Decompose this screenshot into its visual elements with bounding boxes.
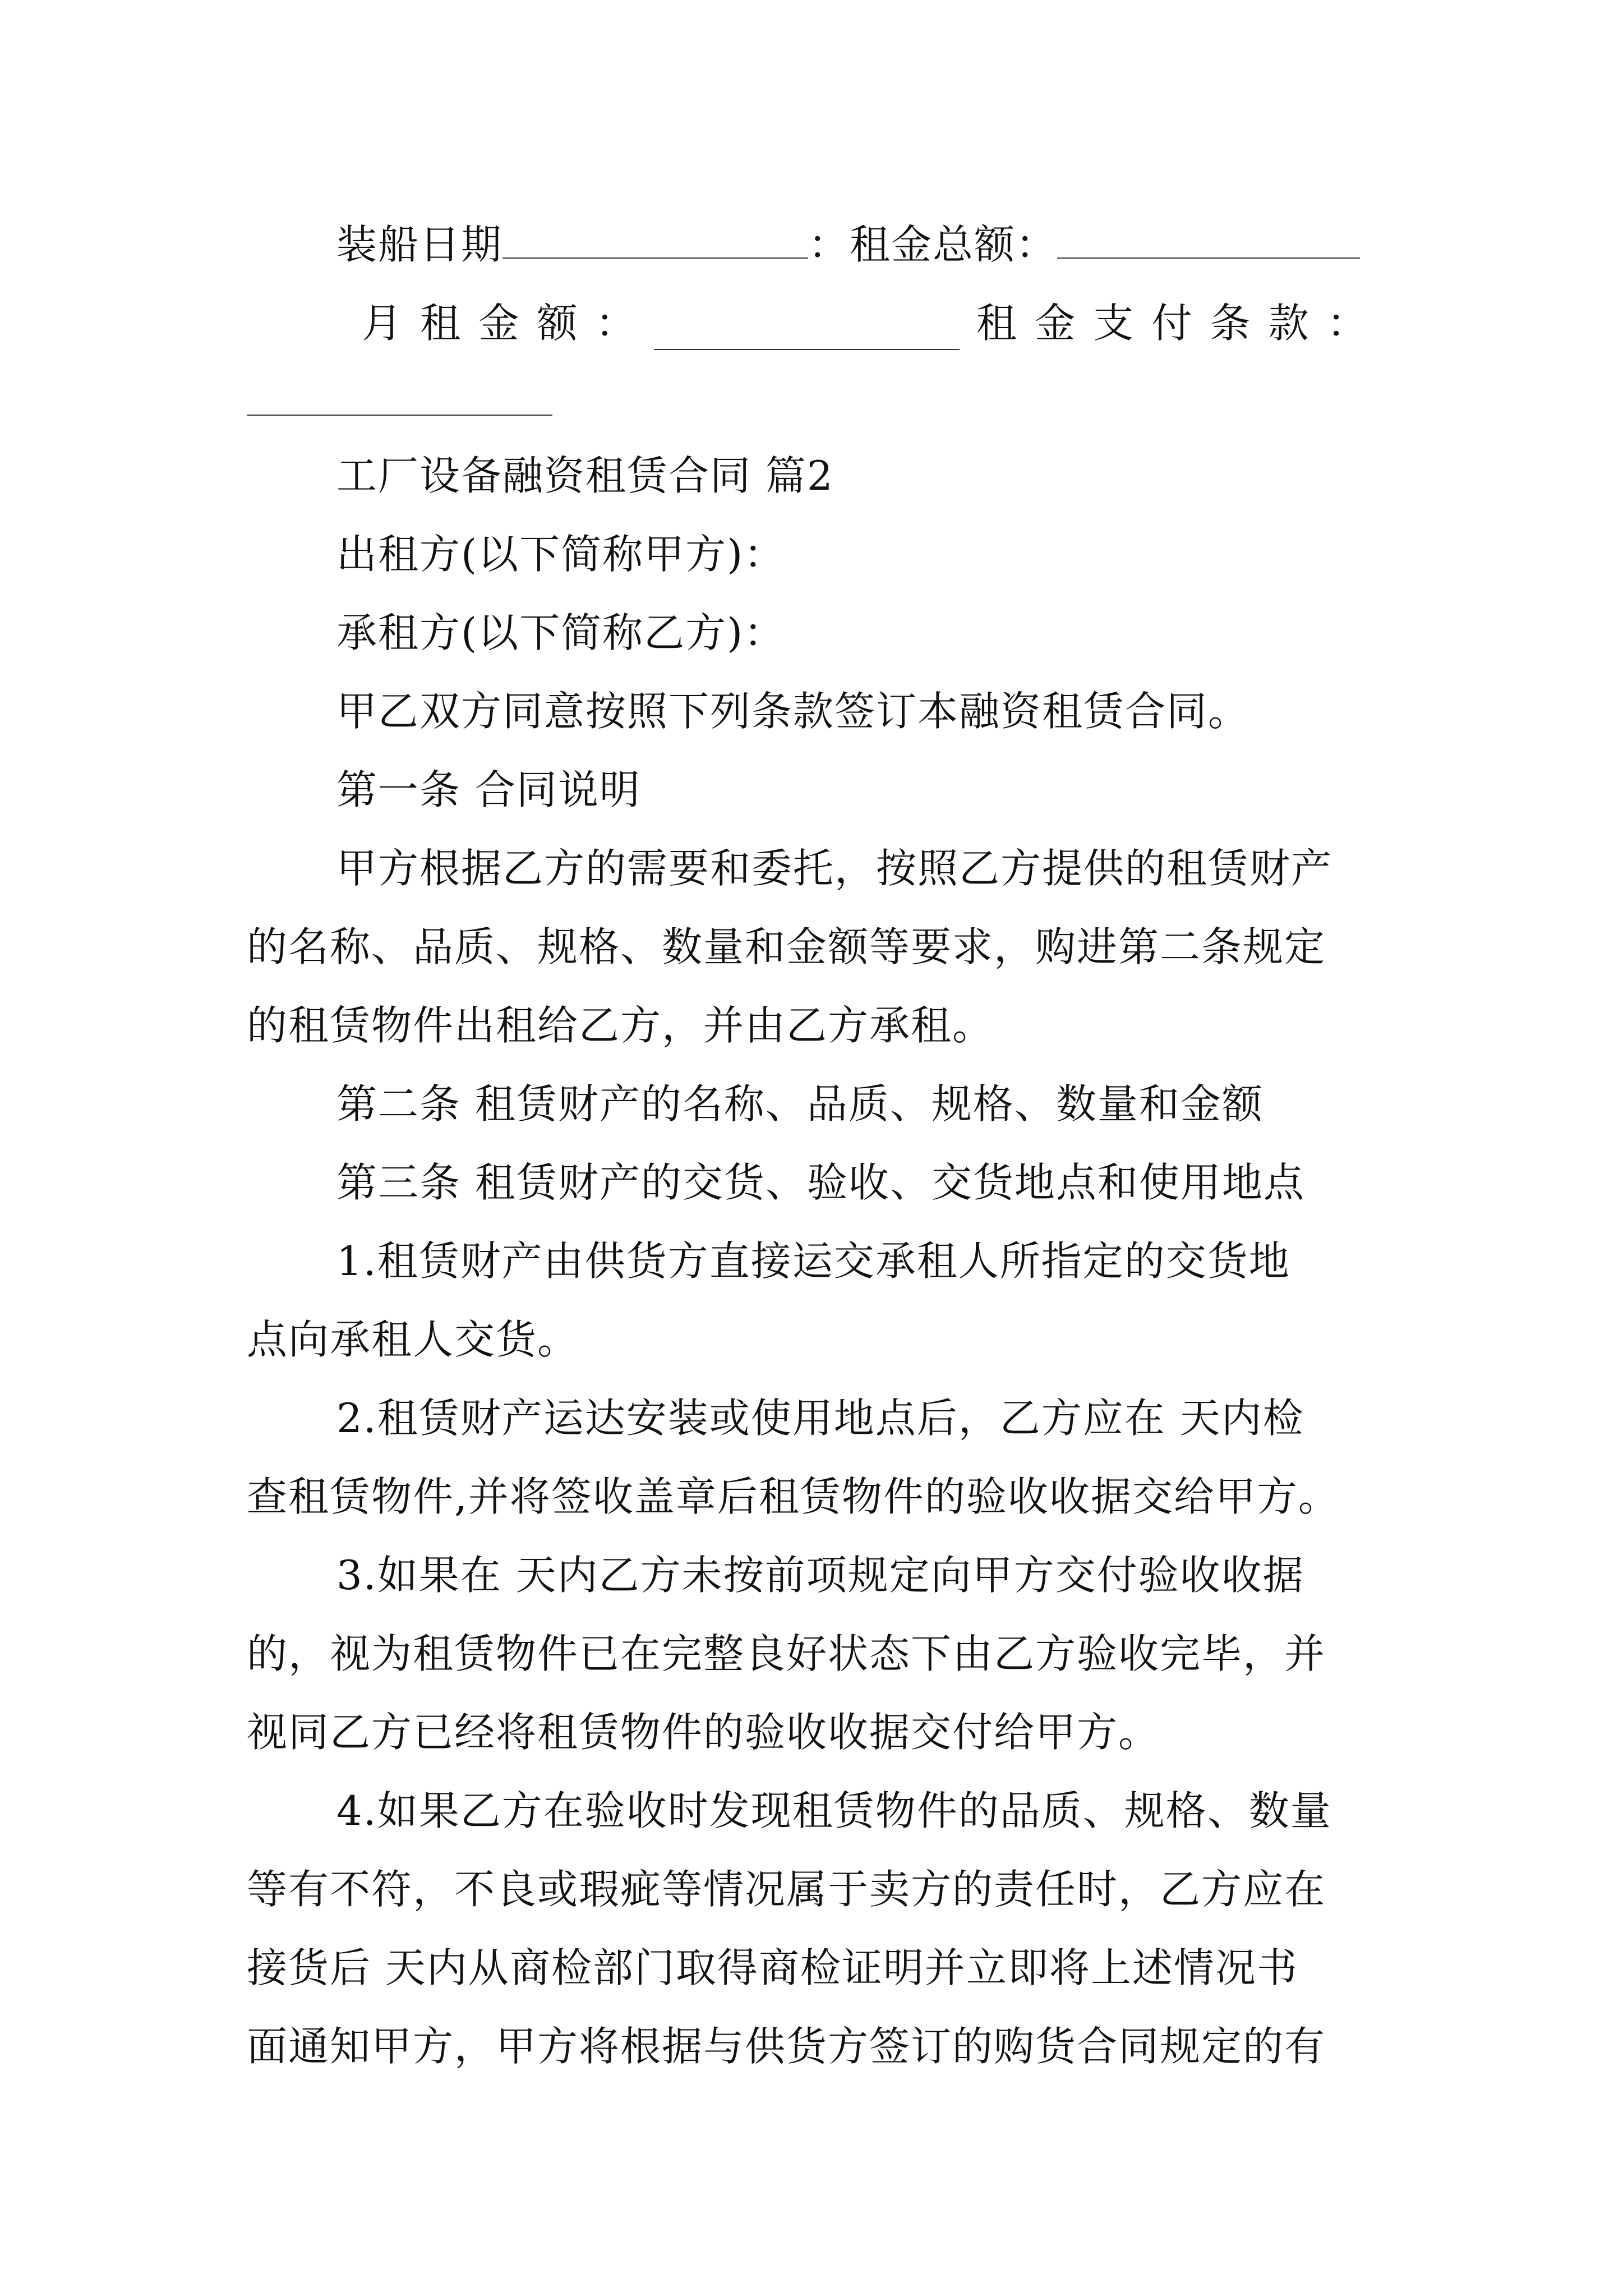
article1-line: 甲方根据乙方的需要和委托，按照乙方提供的租赁财产 — [336, 845, 1333, 892]
payment-terms-char: ： — [1326, 300, 1368, 347]
lessor-line: 出租方(以下简称甲方)： — [336, 531, 786, 578]
article3-item1-line: 点向承租人交货。 — [247, 1316, 579, 1363]
payment-terms-char: 租 — [976, 300, 1018, 347]
payment-terms-blank-line — [247, 375, 1385, 429]
article3-heading: 第三条 租赁财产的交货、验收、交货地点和使用地点 — [336, 1159, 1305, 1206]
monthly-rent-char: 额 — [537, 300, 579, 347]
article2-heading: 第二条 租赁财产的名称、品质、规格、数量和金额 — [336, 1080, 1264, 1128]
article3-item1-line: 1.租赁财产由供货方直接运交承租人所指定的交货地 — [336, 1237, 1290, 1285]
monthly-rent-char: ： — [595, 300, 637, 347]
intro-line: 甲乙双方同意按照下列条款签订本融资租赁合同。 — [336, 688, 1250, 735]
article3-item2-line: 查租赁物件,并将签收盖章后租赁物件的验收收据交给甲方。 — [247, 1473, 1340, 1520]
shipping-date-blank — [502, 218, 808, 259]
total-rent-label: ：租金总额： — [808, 221, 1058, 268]
article1-line: 的名称、品质、规格、数量和金额等要求，购进第二条规定 — [247, 923, 1326, 970]
shipping-date-label: 装船日期 — [336, 221, 503, 268]
article3-item3-line: 视同乙方已经将租赁物件的验收收据交付给甲方。 — [247, 1709, 1160, 1756]
article1-heading: 第一条 合同说明 — [336, 766, 641, 813]
article3-item4-line: 等有不符，不良或瑕疵等情况属于卖方的责任时，乙方应在 — [247, 1866, 1326, 1913]
article3-item4-line: 面通知甲方，甲方将根据与供货方签订的购货合同规定的有 — [247, 2023, 1326, 2070]
monthly-rent-line — [362, 296, 1368, 350]
article3-item3-line: 的，视为租赁物件已在完整良好状态下由乙方验收完毕，并 — [247, 1630, 1326, 1677]
lessee-line: 承租方(以下简称乙方)： — [336, 609, 786, 656]
article1-line: 的租赁物件出租给乙方，并由乙方承租。 — [247, 1002, 994, 1049]
contract-title: 工厂设备融资租赁合同 篇2 — [336, 452, 834, 499]
article3-item4-line: 接货后 天内从商检部门取得商检证明并立即将上述情况书 — [247, 1944, 1298, 1991]
payment-terms-char: 金 — [1035, 300, 1077, 347]
shipping-date-line — [336, 218, 1385, 272]
payment-terms-char: 款 — [1268, 300, 1310, 347]
article3-item3-line: 3.如果在 天内乙方未按前项规定向甲方交付验收收据 — [336, 1552, 1304, 1599]
monthly-rent-char: 月 — [362, 300, 404, 347]
monthly-rent-char: 金 — [478, 300, 520, 347]
monthly-rent-blank — [654, 310, 960, 350]
article3-item2-line: 2.租赁财产运达安装或使用地点后，乙方应在 天内检 — [336, 1395, 1304, 1442]
monthly-rent-char: 租 — [420, 300, 462, 347]
payment-terms-char: 付 — [1151, 300, 1193, 347]
total-rent-blank — [1057, 218, 1360, 259]
payment-terms-char: 支 — [1093, 300, 1135, 347]
payment-terms-blank — [247, 375, 552, 416]
payment-terms-char: 条 — [1210, 300, 1252, 347]
article3-item4-line: 4.如果乙方在验收时发现租赁物件的品质、规格、数量 — [336, 1787, 1332, 1834]
